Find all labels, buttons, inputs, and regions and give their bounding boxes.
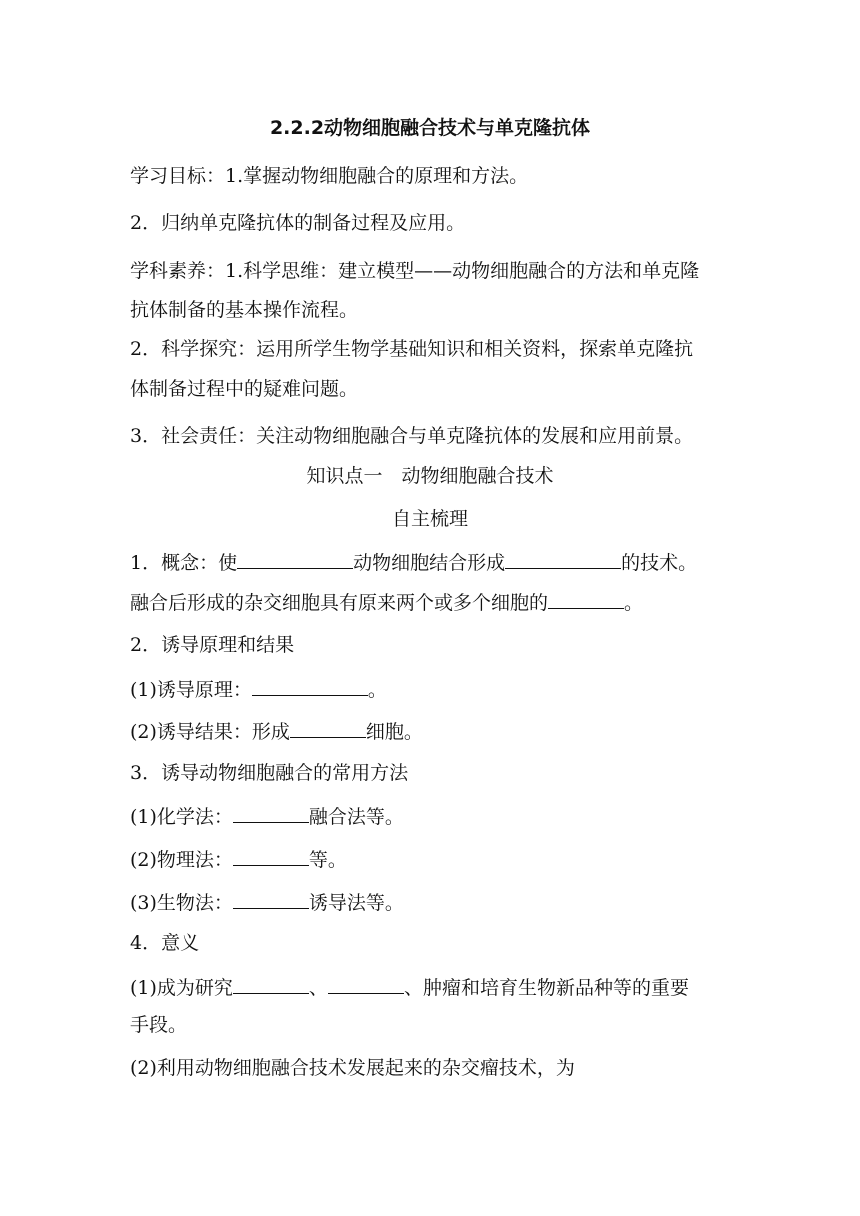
concept2-text-b: 。 bbox=[624, 592, 644, 614]
result-text-a: (2)诱导结果：形成 bbox=[130, 721, 290, 743]
meaning-1-line bbox=[130, 973, 736, 1001]
blank-field[interactable] bbox=[548, 588, 624, 609]
concept-text-c: 的技术。 bbox=[621, 552, 698, 574]
literacy-3: 3．社会责任：关注动物细胞融合与单克隆抗体的发展和应用前景。 bbox=[130, 425, 694, 447]
concept-line-2 bbox=[130, 588, 736, 616]
principle-line bbox=[130, 675, 736, 703]
induce-heading: 2．诱导原理和结果 bbox=[130, 634, 295, 656]
blank-field[interactable] bbox=[233, 802, 309, 823]
meaning-1-cont: 手段。 bbox=[130, 1014, 188, 1036]
subheading: 自主梳理 bbox=[391, 508, 468, 530]
literacy-2a: 2．科学探究：运用所学生物学基础知识和相关资料，探索单克隆抗 bbox=[130, 338, 694, 360]
meaning-heading: 4．意义 bbox=[130, 932, 200, 954]
meaning-2-line: (2)利用动物细胞融合技术发展起来的杂交瘤技术，为 bbox=[130, 1057, 575, 1079]
objective-2: 2．归纳单克隆抗体的制备过程及应用。 bbox=[130, 212, 466, 234]
phys-text-a: (2)物理法： bbox=[130, 849, 233, 871]
concept-text-b: 动物细胞结合形成 bbox=[353, 552, 506, 574]
blank-field[interactable] bbox=[290, 717, 366, 738]
chem-line bbox=[130, 802, 736, 830]
phys-text-b: 等。 bbox=[308, 849, 347, 871]
principle-text-a: (1)诱导原理： bbox=[130, 679, 252, 701]
principle-text-b: 。 bbox=[367, 679, 387, 701]
blank-field[interactable] bbox=[233, 973, 309, 994]
chem-text-a: (1)化学法： bbox=[130, 806, 233, 828]
concept2-text-a: 融合后形成的杂交细胞具有原来两个或多个细胞的 bbox=[130, 592, 549, 614]
m1-text-a: (1)成为研究 bbox=[130, 977, 233, 999]
concept-text-a: 1．概念：使 bbox=[130, 552, 238, 574]
literacy-1a: 学科素养：1.科学思维：建立模型——动物细胞融合的方法和单克隆 bbox=[130, 260, 700, 282]
document-title: 2.2.2动物细胞融合技术与单克隆抗体 bbox=[269, 117, 591, 139]
literacy-1b: 抗体制备的基本操作流程。 bbox=[130, 299, 359, 321]
literacy-2b: 体制备过程中的疑难问题。 bbox=[130, 378, 359, 400]
blank-field[interactable] bbox=[233, 888, 309, 909]
bio-text-b: 诱导法等。 bbox=[308, 892, 404, 914]
blank-field[interactable] bbox=[505, 548, 621, 569]
blank-field[interactable] bbox=[252, 675, 368, 696]
methods-heading: 3．诱导动物细胞融合的常用方法 bbox=[130, 762, 409, 784]
m1-text-b: 、 bbox=[308, 977, 328, 999]
result-text-b: 细胞。 bbox=[365, 721, 423, 743]
phys-line bbox=[130, 845, 736, 873]
blank-field[interactable] bbox=[237, 548, 353, 569]
concept-line bbox=[130, 548, 736, 576]
m1-text-c: 、肿瘤和培育生物新品种等的重要 bbox=[403, 977, 689, 999]
objective-1: 学习目标：1.掌握动物细胞融合的原理和方法。 bbox=[130, 165, 529, 187]
section-heading: 知识点一 动物细胞融合技术 bbox=[306, 465, 554, 487]
result-line bbox=[130, 717, 736, 745]
blank-field[interactable] bbox=[233, 845, 309, 866]
blank-field[interactable] bbox=[328, 973, 404, 994]
chem-text-b: 融合法等。 bbox=[308, 806, 404, 828]
bio-line bbox=[130, 888, 736, 916]
bio-text-a: (3)生物法： bbox=[130, 892, 233, 914]
